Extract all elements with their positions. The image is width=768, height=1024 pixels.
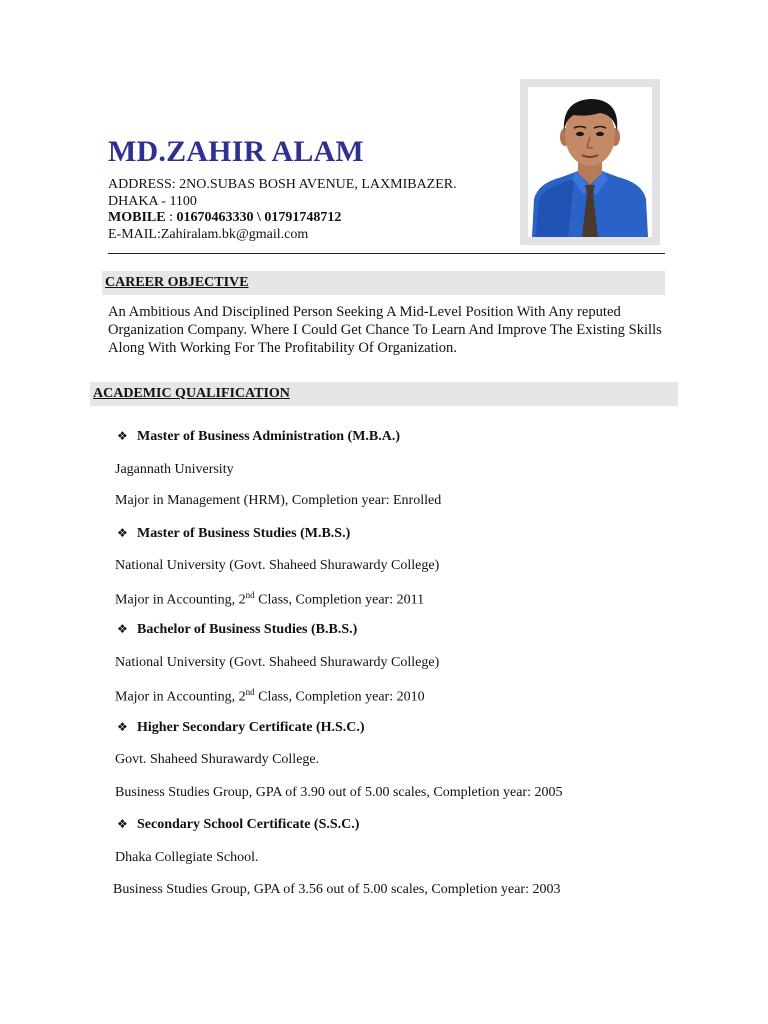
address-line-1: ADDRESS: 2NO.SUBAS BOSH AVENUE, LAXMIBAZER.	[108, 177, 457, 192]
degree-institution: Govt. Shaheed Shurawardy College.	[115, 752, 320, 767]
details-text: Major in Accounting, 2	[115, 592, 246, 608]
degree-details: Major in Management (HRM), Completion year: Enrolled	[115, 493, 442, 508]
details-text: Major in Accounting, 2	[115, 689, 246, 705]
degree-details: Business Studies Group, GPA of 3.56 out of 5.00 scales, Completion year: 2003	[113, 882, 561, 897]
career-objective-text: An Ambitious And Disciplined Person Seeking A Mid-Level Position With Any reputed Organization Company. Where I Could Get Chance To Learn And Improve The Existing Skills Along With Working For The Profitability Of Organization.	[108, 304, 662, 356]
degree-institution: National University (Govt. Shaheed Shurawardy College)	[115, 655, 440, 670]
mobile-separator: :	[165, 210, 177, 225]
degree-title	[117, 429, 400, 445]
diamond-bullet-icon: ❖	[117, 817, 128, 831]
degree-institution: Dhaka Collegiate School.	[115, 850, 259, 865]
email-line: E-MAIL:Zahiralam.bk@gmail.com	[108, 226, 309, 242]
career-objective-title: CAREER OBJECTIVE	[105, 275, 249, 290]
diamond-bullet-icon: ❖	[117, 429, 128, 443]
mobile-line	[108, 210, 508, 227]
diamond-bullet-icon: ❖	[117, 622, 128, 636]
academic-qualification-header	[90, 382, 678, 406]
degree-name: Master of Business Administration (M.B.A.)	[137, 429, 401, 444]
details-ordinal: nd	[245, 687, 255, 697]
degree-title	[117, 622, 357, 638]
details-ordinal: nd	[245, 590, 255, 600]
mobile-label: MOBILE	[108, 210, 166, 225]
degree-name: Master of Business Studies (M.B.S.)	[137, 526, 351, 541]
career-objective-header	[102, 271, 665, 295]
contact-block	[108, 177, 508, 243]
profile-photo-frame	[520, 79, 660, 245]
degree-title	[117, 720, 365, 736]
academic-qualification-title: ACADEMIC QUALIFICATION	[93, 386, 290, 401]
diamond-bullet-icon: ❖	[117, 526, 128, 540]
diamond-bullet-icon: ❖	[117, 720, 128, 734]
header-divider	[108, 253, 665, 254]
mobile-numbers: 01670463330 \ 01791748712	[176, 210, 342, 225]
degree-name: Bachelor of Business Studies (B.B.S.)	[137, 622, 358, 637]
degree-details	[115, 590, 424, 609]
degree-title	[117, 817, 359, 833]
details-text: Class, Completion year: 2011	[254, 592, 425, 608]
degree-name: Secondary School Certificate (S.S.C.)	[137, 817, 360, 832]
degree-name: Higher Secondary Certificate (H.S.C.)	[137, 720, 365, 735]
degree-title	[117, 526, 350, 542]
candidate-name: MD.ZAHIR ALAM	[108, 135, 364, 168]
address-line-2: DHAKA - 1100	[108, 193, 197, 209]
degree-institution: National University (Govt. Shaheed Shurawardy College)	[115, 558, 440, 573]
degree-details: Business Studies Group, GPA of 3.90 out of 5.00 scales, Completion year: 2005	[115, 785, 563, 800]
profile-photo	[528, 87, 652, 237]
details-text: Class, Completion year: 2010	[254, 689, 425, 705]
degree-institution: Jagannath University	[115, 462, 234, 477]
degree-details	[115, 687, 425, 706]
